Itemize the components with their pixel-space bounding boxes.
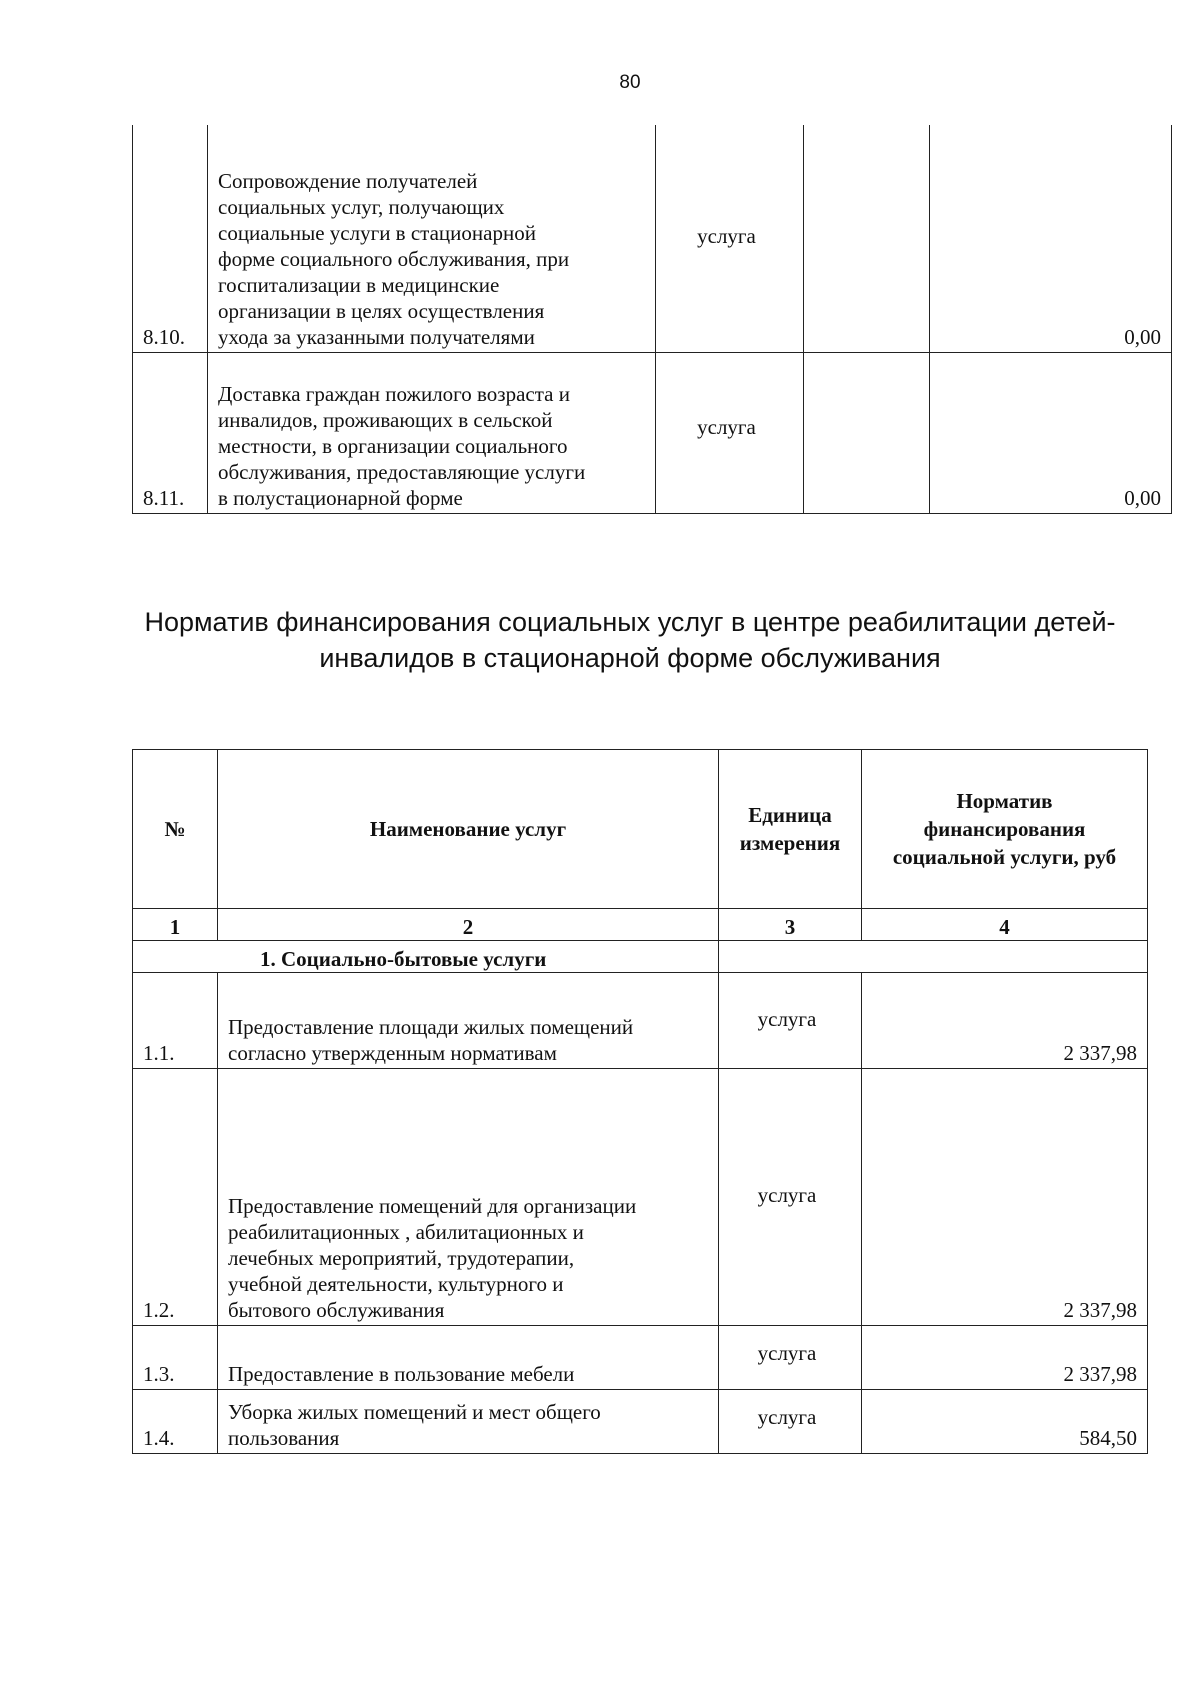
header-service-name: Наименование услуг [218,750,719,909]
row-number: 1.4. [133,1390,218,1454]
row-number: 1.1. [133,973,218,1069]
header-unit: Единица измерения [719,750,862,909]
header-norm: Норматив финансирования социальной услуги, руб [862,750,1148,909]
service-name: Уборка жилых помещений и мест общего пользования [218,1390,719,1454]
service-name: Предоставление площади жилых помещений согласно утвержденным нормативам [218,973,719,1069]
column-number: 1 [133,909,218,941]
section-title: Норматив финансирования социальных услуг в центре реабилитации детей- инвалидов в стационарной форме обслуживания [144,607,1116,673]
unit-of-measure: услуга [656,125,804,352]
column-number-row [133,909,1148,941]
table-row [133,1069,1148,1326]
norm-value: 0,00 [930,352,1172,513]
table-row [133,125,1172,352]
norm-value: 584,50 [862,1390,1148,1454]
row-number: 8.10. [133,125,208,352]
empty-cell [804,125,930,352]
table-row [133,352,1172,513]
unit-of-measure: услуга [719,973,862,1069]
norm-value: 2 337,98 [862,1069,1148,1326]
section-heading: 1. Социально-бытовые услуги [133,941,719,973]
norm-value: 2 337,98 [862,1326,1148,1390]
norm-value: 0,00 [930,125,1172,352]
service-name: Сопровождение получателей социальных услуг, получающих социальные услуги в стационарной форме социального обслуживания, при госпитализации в медицинские организации в целях осуществления ухода за указанными получателями [208,125,656,352]
continuation-table [132,125,1172,514]
service-name: Доставка граждан пожилого возраста и инвалидов, проживающих в сельской местности, в организации социального обслуживания, предоставляющие услуги в полустационарной форме [208,352,656,513]
unit-of-measure: услуга [719,1390,862,1454]
empty-cell [804,352,930,513]
row-number: 1.2. [133,1069,218,1326]
unit-of-measure: услуга [656,352,804,513]
norm-value: 2 337,98 [862,973,1148,1069]
financing-norms-table [132,749,1148,1454]
column-number: 3 [719,909,862,941]
page-number: 80 [619,72,641,93]
header-number: № [133,750,218,909]
table-row [133,1390,1148,1454]
column-number: 2 [218,909,719,941]
unit-of-measure: услуга [719,1069,862,1326]
column-number: 4 [862,909,1148,941]
service-name: Предоставление помещений для организации реабилитационных , абилитационных и лечебных мероприятий, трудотерапии, учебной деятельности, культурного и бытового обслуживания [218,1069,719,1326]
service-name: Предоставление в пользование мебели [218,1326,719,1390]
unit-of-measure: услуга [719,1326,862,1390]
table-header-row [133,750,1148,909]
row-number: 8.11. [133,352,208,513]
row-number: 1.3. [133,1326,218,1390]
empty-cell [719,941,1148,973]
section-row [133,941,1148,973]
table-row [133,973,1148,1069]
table-row [133,1326,1148,1390]
